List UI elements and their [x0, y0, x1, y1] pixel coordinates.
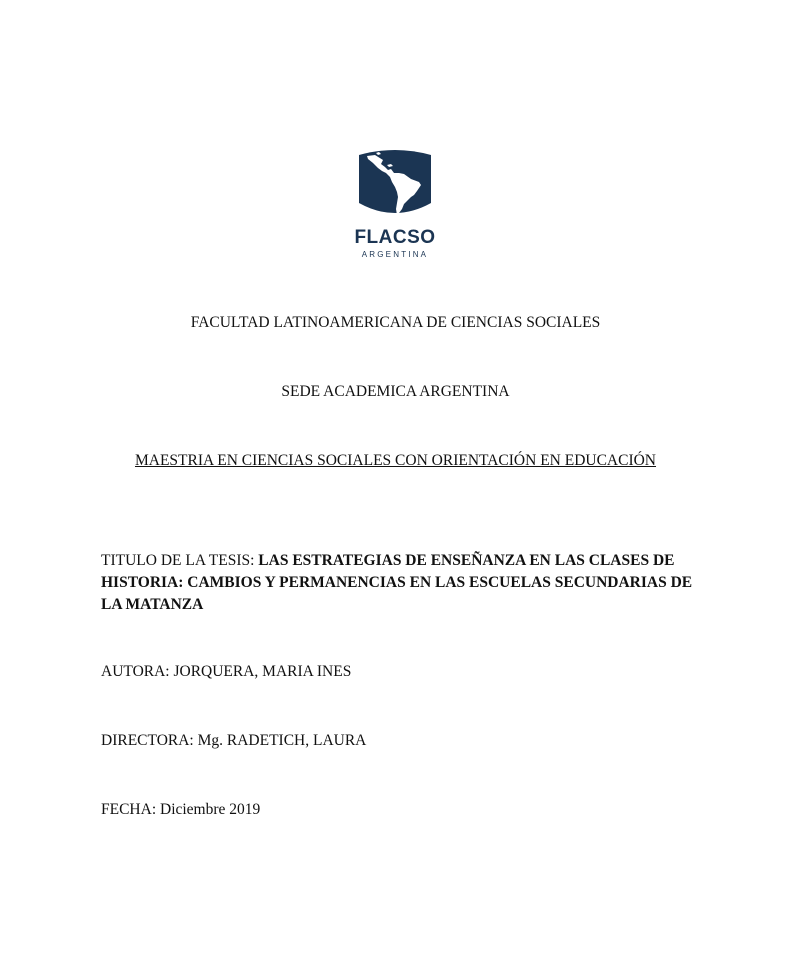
- thesis-title-value: LAS ESTRATEGIAS DE ENSEÑANZA EN LAS CLASES DE HISTORIA: CAMBIOS Y PERMANENCIAS EN LAS ESCUELAS SECUNDARIAS DE LA MATANZA: [101, 552, 693, 613]
- thesis-title: [101, 550, 701, 616]
- flacso-logo: [352, 147, 438, 260]
- campus-heading: SEDE ACADEMICA ARGENTINA: [281, 383, 510, 400]
- faculty-heading: FACULTAD LATINOAMERICANA DE CIENCIAS SOCIALES: [190, 314, 601, 331]
- date-line: FECHA: Diciembre 2019: [101, 801, 261, 818]
- program-name: MAESTRIA EN CIENCIAS SOCIALES CON ORIENTACIÓN EN EDUCACIÓN: [134, 452, 657, 469]
- logo-subtitle: ARGENTINA: [361, 250, 429, 259]
- thesis-title-label: TITULO DE LA TESIS:: [101, 552, 259, 569]
- program-heading: [0, 451, 791, 471]
- logo-name: FLACSO: [354, 227, 436, 248]
- author-line: AUTORA: JORQUERA, MARIA INES: [101, 663, 352, 680]
- director-line: DIRECTORA: Mg. RADETICH, LAURA: [101, 732, 367, 749]
- latin-america-map-icon: [357, 147, 433, 219]
